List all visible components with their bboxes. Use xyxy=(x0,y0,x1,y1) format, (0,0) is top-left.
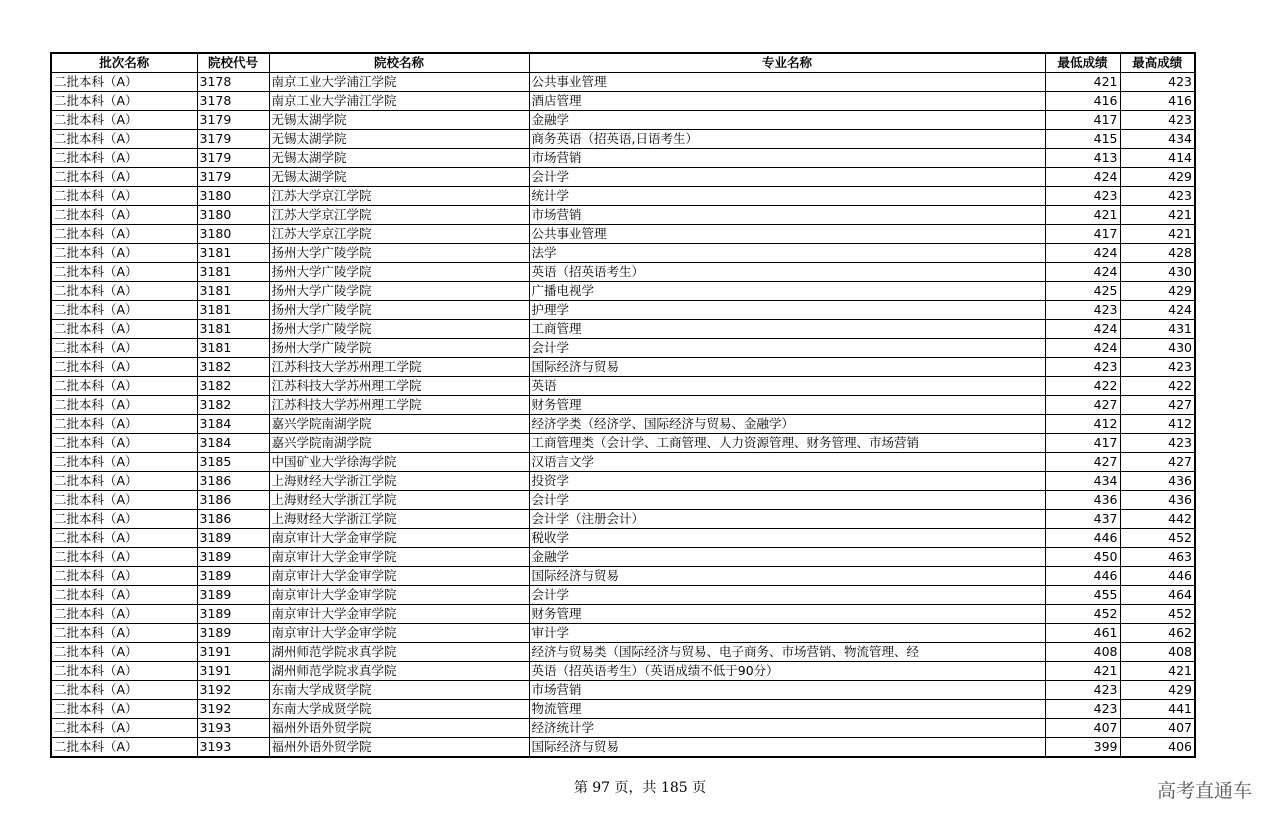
cell-school-name: 东南大学成贤学院 xyxy=(269,700,529,719)
table-row xyxy=(51,130,1195,149)
cell-school-code: 3185 xyxy=(197,453,269,472)
cell-school-code: 3181 xyxy=(197,301,269,320)
cell-min-score: 423 xyxy=(1045,700,1120,719)
cell-school-code: 3193 xyxy=(197,719,269,738)
cell-min-score: 421 xyxy=(1045,73,1120,92)
cell-school-code: 3181 xyxy=(197,339,269,358)
cell-min-score: 436 xyxy=(1045,491,1120,510)
cell-max-score: 423 xyxy=(1120,111,1195,130)
cell-batch: 二批本科（A） xyxy=(51,662,197,681)
table-row xyxy=(51,282,1195,301)
cell-school-code: 3189 xyxy=(197,529,269,548)
cell-major-name: 护理学 xyxy=(529,301,1045,320)
cell-min-score: 416 xyxy=(1045,92,1120,111)
cell-school-name: 无锡太湖学院 xyxy=(269,130,529,149)
cell-batch: 二批本科（A） xyxy=(51,605,197,624)
cell-max-score: 421 xyxy=(1120,662,1195,681)
cell-school-name: 南京审计大学金审学院 xyxy=(269,586,529,605)
cell-major-name: 经济与贸易类（国际经济与贸易、电子商务、市场营销、物流管理、经 xyxy=(529,643,1045,662)
cell-school-name: 南京工业大学浦江学院 xyxy=(269,73,529,92)
cell-school-name: 无锡太湖学院 xyxy=(269,111,529,130)
cell-min-score: 421 xyxy=(1045,206,1120,225)
cell-batch: 二批本科（A） xyxy=(51,244,197,263)
header-major-name: 专业名称 xyxy=(529,53,1045,73)
cell-max-score: 464 xyxy=(1120,586,1195,605)
cell-batch: 二批本科（A） xyxy=(51,567,197,586)
cell-major-name: 商务英语（招英语,日语考生） xyxy=(529,130,1045,149)
cell-major-name: 公共事业管理 xyxy=(529,225,1045,244)
cell-school-name: 江苏科技大学苏州理工学院 xyxy=(269,377,529,396)
cell-max-score: 416 xyxy=(1120,92,1195,111)
cell-min-score: 412 xyxy=(1045,415,1120,434)
cell-batch: 二批本科（A） xyxy=(51,681,197,700)
table-row xyxy=(51,396,1195,415)
cell-school-code: 3186 xyxy=(197,491,269,510)
cell-major-name: 工商管理 xyxy=(529,320,1045,339)
cell-school-code: 3178 xyxy=(197,92,269,111)
cell-batch: 二批本科（A） xyxy=(51,586,197,605)
cell-major-name: 税收学 xyxy=(529,529,1045,548)
cell-max-score: 429 xyxy=(1120,681,1195,700)
table-row xyxy=(51,377,1195,396)
table-row xyxy=(51,472,1195,491)
cell-min-score: 407 xyxy=(1045,719,1120,738)
table-row xyxy=(51,263,1195,282)
cell-batch: 二批本科（A） xyxy=(51,111,197,130)
cell-max-score: 452 xyxy=(1120,605,1195,624)
cell-min-score: 452 xyxy=(1045,605,1120,624)
cell-school-name: 江苏大学京江学院 xyxy=(269,187,529,206)
cell-batch: 二批本科（A） xyxy=(51,377,197,396)
cell-major-name: 会计学 xyxy=(529,586,1045,605)
cell-min-score: 399 xyxy=(1045,738,1120,758)
cell-max-score: 423 xyxy=(1120,73,1195,92)
cell-school-code: 3182 xyxy=(197,358,269,377)
cell-school-name: 嘉兴学院南湖学院 xyxy=(269,434,529,453)
cell-major-name: 经济统计学 xyxy=(529,719,1045,738)
header-max-score: 最高成绩 xyxy=(1120,53,1195,73)
cell-major-name: 法学 xyxy=(529,244,1045,263)
cell-batch: 二批本科（A） xyxy=(51,206,197,225)
cell-min-score: 413 xyxy=(1045,149,1120,168)
cell-max-score: 408 xyxy=(1120,643,1195,662)
cell-min-score: 417 xyxy=(1045,111,1120,130)
cell-max-score: 423 xyxy=(1120,434,1195,453)
cell-min-score: 425 xyxy=(1045,282,1120,301)
cell-school-code: 3179 xyxy=(197,149,269,168)
cell-batch: 二批本科（A） xyxy=(51,491,197,510)
table-row xyxy=(51,206,1195,225)
cell-min-score: 415 xyxy=(1045,130,1120,149)
cell-school-name: 南京工业大学浦江学院 xyxy=(269,92,529,111)
cell-school-name: 福州外语外贸学院 xyxy=(269,719,529,738)
table-header-row xyxy=(51,53,1195,73)
table-row xyxy=(51,681,1195,700)
table-row xyxy=(51,301,1195,320)
cell-min-score: 450 xyxy=(1045,548,1120,567)
cell-school-code: 3189 xyxy=(197,548,269,567)
cell-batch: 二批本科（A） xyxy=(51,624,197,643)
cell-school-code: 3180 xyxy=(197,187,269,206)
cell-school-name: 扬州大学广陵学院 xyxy=(269,320,529,339)
page-number: 第 97 页，共 185 页 xyxy=(573,780,707,796)
cell-max-score: 422 xyxy=(1120,377,1195,396)
cell-min-score: 423 xyxy=(1045,301,1120,320)
cell-school-name: 湖州师范学院求真学院 xyxy=(269,662,529,681)
cell-school-code: 3179 xyxy=(197,130,269,149)
cell-school-name: 南京审计大学金审学院 xyxy=(269,529,529,548)
cell-batch: 二批本科（A） xyxy=(51,358,197,377)
cell-min-score: 417 xyxy=(1045,434,1120,453)
cell-school-code: 3180 xyxy=(197,225,269,244)
table-row xyxy=(51,662,1195,681)
cell-school-name: 扬州大学广陵学院 xyxy=(269,301,529,320)
cell-min-score: 446 xyxy=(1045,529,1120,548)
cell-max-score: 427 xyxy=(1120,396,1195,415)
cell-min-score: 417 xyxy=(1045,225,1120,244)
table-row xyxy=(51,73,1195,92)
cell-max-score: 429 xyxy=(1120,282,1195,301)
cell-school-name: 扬州大学广陵学院 xyxy=(269,263,529,282)
cell-batch: 二批本科（A） xyxy=(51,320,197,339)
cell-max-score: 430 xyxy=(1120,263,1195,282)
table-row xyxy=(51,225,1195,244)
cell-min-score: 424 xyxy=(1045,320,1120,339)
cell-max-score: 412 xyxy=(1120,415,1195,434)
cell-max-score: 446 xyxy=(1120,567,1195,586)
cell-batch: 二批本科（A） xyxy=(51,396,197,415)
table-row xyxy=(51,92,1195,111)
table-row xyxy=(51,586,1195,605)
cell-school-code: 3186 xyxy=(197,510,269,529)
table-row xyxy=(51,187,1195,206)
cell-max-score: 414 xyxy=(1120,149,1195,168)
cell-batch: 二批本科（A） xyxy=(51,643,197,662)
cell-school-name: 嘉兴学院南湖学院 xyxy=(269,415,529,434)
table-row xyxy=(51,643,1195,662)
cell-school-code: 3181 xyxy=(197,263,269,282)
cell-min-score: 427 xyxy=(1045,396,1120,415)
table-row xyxy=(51,453,1195,472)
cell-max-score: 421 xyxy=(1120,225,1195,244)
cell-major-name: 财务管理 xyxy=(529,396,1045,415)
cell-school-code: 3189 xyxy=(197,624,269,643)
cell-batch: 二批本科（A） xyxy=(51,301,197,320)
cell-school-code: 3182 xyxy=(197,377,269,396)
cell-batch: 二批本科（A） xyxy=(51,415,197,434)
table-row xyxy=(51,738,1195,758)
cell-max-score: 427 xyxy=(1120,453,1195,472)
cell-major-name: 广播电视学 xyxy=(529,282,1045,301)
cell-max-score: 423 xyxy=(1120,358,1195,377)
cell-min-score: 461 xyxy=(1045,624,1120,643)
cell-batch: 二批本科（A） xyxy=(51,149,197,168)
header-school-name: 院校名称 xyxy=(269,53,529,73)
table-row xyxy=(51,491,1195,510)
cell-max-score: 407 xyxy=(1120,719,1195,738)
cell-min-score: 423 xyxy=(1045,681,1120,700)
cell-max-score: 463 xyxy=(1120,548,1195,567)
cell-major-name: 公共事业管理 xyxy=(529,73,1045,92)
cell-major-name: 英语 xyxy=(529,377,1045,396)
cell-school-name: 东南大学成贤学院 xyxy=(269,681,529,700)
table-row xyxy=(51,719,1195,738)
cell-school-code: 3193 xyxy=(197,738,269,758)
cell-batch: 二批本科（A） xyxy=(51,719,197,738)
cell-school-code: 3192 xyxy=(197,700,269,719)
cell-major-name: 国际经济与贸易 xyxy=(529,567,1045,586)
cell-school-name: 无锡太湖学院 xyxy=(269,168,529,187)
cell-school-code: 3184 xyxy=(197,415,269,434)
cell-school-code: 3189 xyxy=(197,605,269,624)
cell-school-code: 3186 xyxy=(197,472,269,491)
cell-school-name: 南京审计大学金审学院 xyxy=(269,624,529,643)
cell-batch: 二批本科（A） xyxy=(51,434,197,453)
cell-max-score: 462 xyxy=(1120,624,1195,643)
cell-min-score: 424 xyxy=(1045,339,1120,358)
cell-school-name: 上海财经大学浙江学院 xyxy=(269,472,529,491)
cell-major-name: 酒店管理 xyxy=(529,92,1045,111)
table-row xyxy=(51,434,1195,453)
cell-school-code: 3181 xyxy=(197,282,269,301)
cell-min-score: 422 xyxy=(1045,377,1120,396)
cell-school-name: 南京审计大学金审学院 xyxy=(269,605,529,624)
cell-school-name: 上海财经大学浙江学院 xyxy=(269,510,529,529)
header-min-score: 最低成绩 xyxy=(1045,53,1120,73)
cell-school-name: 中国矿业大学徐海学院 xyxy=(269,453,529,472)
cell-min-score: 424 xyxy=(1045,263,1120,282)
cell-max-score: 436 xyxy=(1120,472,1195,491)
cell-min-score: 421 xyxy=(1045,662,1120,681)
cell-batch: 二批本科（A） xyxy=(51,263,197,282)
table-row xyxy=(51,149,1195,168)
cell-school-name: 江苏大学京江学院 xyxy=(269,206,529,225)
cell-batch: 二批本科（A） xyxy=(51,529,197,548)
cell-batch: 二批本科（A） xyxy=(51,92,197,111)
cell-major-name: 会计学 xyxy=(529,491,1045,510)
table-body xyxy=(51,73,1195,758)
cell-school-code: 3189 xyxy=(197,586,269,605)
cell-major-name: 财务管理 xyxy=(529,605,1045,624)
cell-batch: 二批本科（A） xyxy=(51,130,197,149)
header-school-code: 院校代号 xyxy=(197,53,269,73)
cell-major-name: 审计学 xyxy=(529,624,1045,643)
cell-major-name: 英语（招英语考生） xyxy=(529,263,1045,282)
table-row xyxy=(51,624,1195,643)
cell-major-name: 金融学 xyxy=(529,111,1045,130)
cell-max-score: 452 xyxy=(1120,529,1195,548)
cell-min-score: 455 xyxy=(1045,586,1120,605)
cell-min-score: 408 xyxy=(1045,643,1120,662)
table-row xyxy=(51,244,1195,263)
cell-school-code: 3192 xyxy=(197,681,269,700)
cell-major-name: 会计学 xyxy=(529,339,1045,358)
cell-school-code: 3189 xyxy=(197,567,269,586)
admission-score-table xyxy=(50,52,1196,758)
cell-school-code: 3179 xyxy=(197,168,269,187)
cell-max-score: 431 xyxy=(1120,320,1195,339)
cell-major-name: 市场营销 xyxy=(529,149,1045,168)
cell-min-score: 437 xyxy=(1045,510,1120,529)
cell-max-score: 441 xyxy=(1120,700,1195,719)
cell-batch: 二批本科（A） xyxy=(51,73,197,92)
cell-min-score: 423 xyxy=(1045,358,1120,377)
cell-school-name: 扬州大学广陵学院 xyxy=(269,339,529,358)
cell-min-score: 423 xyxy=(1045,187,1120,206)
header-batch: 批次名称 xyxy=(51,53,197,73)
cell-min-score: 424 xyxy=(1045,168,1120,187)
cell-school-name: 南京审计大学金审学院 xyxy=(269,548,529,567)
cell-school-name: 湖州师范学院求真学院 xyxy=(269,643,529,662)
table-row xyxy=(51,415,1195,434)
cell-batch: 二批本科（A） xyxy=(51,168,197,187)
cell-min-score: 424 xyxy=(1045,244,1120,263)
cell-max-score: 424 xyxy=(1120,301,1195,320)
table-row xyxy=(51,320,1195,339)
cell-school-name: 扬州大学广陵学院 xyxy=(269,282,529,301)
cell-school-code: 3191 xyxy=(197,662,269,681)
cell-major-name: 统计学 xyxy=(529,187,1045,206)
table-row xyxy=(51,339,1195,358)
cell-school-name: 江苏大学京江学院 xyxy=(269,225,529,244)
cell-batch: 二批本科（A） xyxy=(51,225,197,244)
cell-batch: 二批本科（A） xyxy=(51,548,197,567)
table-row xyxy=(51,700,1195,719)
cell-max-score: 434 xyxy=(1120,130,1195,149)
cell-school-code: 3179 xyxy=(197,111,269,130)
cell-school-name: 无锡太湖学院 xyxy=(269,149,529,168)
table-row xyxy=(51,529,1195,548)
cell-max-score: 428 xyxy=(1120,244,1195,263)
cell-min-score: 427 xyxy=(1045,453,1120,472)
cell-batch: 二批本科（A） xyxy=(51,339,197,358)
cell-max-score: 436 xyxy=(1120,491,1195,510)
cell-batch: 二批本科（A） xyxy=(51,472,197,491)
cell-major-name: 市场营销 xyxy=(529,206,1045,225)
cell-school-name: 上海财经大学浙江学院 xyxy=(269,491,529,510)
cell-major-name: 金融学 xyxy=(529,548,1045,567)
cell-major-name: 国际经济与贸易 xyxy=(529,738,1045,758)
cell-max-score: 423 xyxy=(1120,187,1195,206)
cell-school-code: 3178 xyxy=(197,73,269,92)
table-row xyxy=(51,510,1195,529)
cell-major-name: 市场营销 xyxy=(529,681,1045,700)
cell-min-score: 434 xyxy=(1045,472,1120,491)
cell-major-name: 汉语言文学 xyxy=(529,453,1045,472)
cell-major-name: 英语（招英语考生）（英语成绩不低于90分） xyxy=(529,662,1045,681)
cell-major-name: 投资学 xyxy=(529,472,1045,491)
cell-school-name: 江苏科技大学苏州理工学院 xyxy=(269,396,529,415)
cell-major-name: 工商管理类（会计学、工商管理、人力资源管理、财务管理、市场营销 xyxy=(529,434,1045,453)
cell-batch: 二批本科（A） xyxy=(51,700,197,719)
cell-major-name: 国际经济与贸易 xyxy=(529,358,1045,377)
cell-batch: 二批本科（A） xyxy=(51,282,197,301)
cell-school-name: 扬州大学广陵学院 xyxy=(269,244,529,263)
cell-school-name: 南京审计大学金审学院 xyxy=(269,567,529,586)
cell-batch: 二批本科（A） xyxy=(51,510,197,529)
cell-max-score: 430 xyxy=(1120,339,1195,358)
cell-max-score: 442 xyxy=(1120,510,1195,529)
cell-school-code: 3181 xyxy=(197,244,269,263)
cell-major-name: 会计学 xyxy=(529,168,1045,187)
table-row xyxy=(51,111,1195,130)
cell-batch: 二批本科（A） xyxy=(51,187,197,206)
table-row xyxy=(51,548,1195,567)
brand-watermark-text: 高考直通车 xyxy=(1156,780,1252,802)
cell-school-code: 3191 xyxy=(197,643,269,662)
table-row xyxy=(51,605,1195,624)
cell-max-score: 421 xyxy=(1120,206,1195,225)
cell-major-name: 物流管理 xyxy=(529,700,1045,719)
cell-school-code: 3180 xyxy=(197,206,269,225)
cell-major-name: 经济学类（经济学、国际经济与贸易、金融学） xyxy=(529,415,1045,434)
cell-batch: 二批本科（A） xyxy=(51,453,197,472)
table-row xyxy=(51,168,1195,187)
cell-batch: 二批本科（A） xyxy=(51,738,197,758)
table-row xyxy=(51,567,1195,586)
cell-school-name: 福州外语外贸学院 xyxy=(269,738,529,758)
cell-major-name: 会计学（注册会计） xyxy=(529,510,1045,529)
cell-max-score: 406 xyxy=(1120,738,1195,758)
table-row xyxy=(51,358,1195,377)
cell-school-code: 3181 xyxy=(197,320,269,339)
cell-school-code: 3182 xyxy=(197,396,269,415)
cell-min-score: 446 xyxy=(1045,567,1120,586)
cell-school-name: 江苏科技大学苏州理工学院 xyxy=(269,358,529,377)
cell-max-score: 429 xyxy=(1120,168,1195,187)
cell-school-code: 3184 xyxy=(197,434,269,453)
